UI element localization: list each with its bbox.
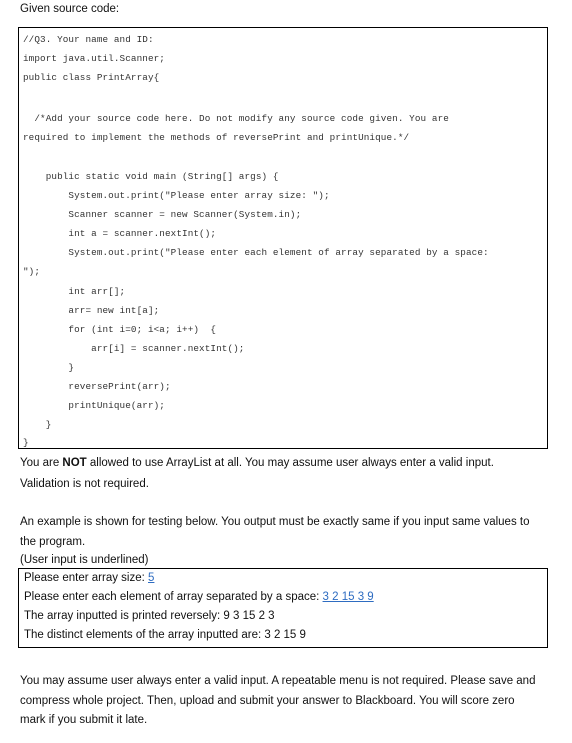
code-line: arr[i] = scanner.nextInt(); xyxy=(23,343,245,354)
code-line: import java.util.Scanner; xyxy=(23,53,165,64)
code-line: //Q3. Your name and ID: xyxy=(23,34,154,45)
notice-part2: allowed to use ArrayList at all. You may assume user always enter a valid input. xyxy=(86,457,494,469)
code-line: public static void main (String[] args) { xyxy=(23,171,279,182)
example-intro-line: the program. xyxy=(20,536,86,548)
elements-input: 3 2 15 3 9 xyxy=(322,591,374,603)
footer-line: You may assume user always enter a valid input. A repeatable menu is not required. Please save and xyxy=(20,675,536,687)
footer-line: mark if you submit it late. xyxy=(20,714,148,726)
source-code-box xyxy=(18,27,548,449)
code-line: reversePrint(arr); xyxy=(23,381,171,392)
user-input-note: (User input is underlined) xyxy=(20,554,149,566)
code-line: } xyxy=(23,362,75,373)
footer-line: compress whole project. Then, upload and submit your answer to Blackboard. You will score zero xyxy=(20,695,515,707)
example-output-box xyxy=(18,568,548,648)
code-line: int a = scanner.nextInt(); xyxy=(23,228,217,239)
example-size-line xyxy=(24,572,154,584)
validation-note: Validation is not required. xyxy=(20,478,149,490)
code-line: "); xyxy=(23,266,41,277)
size-prompt: Please enter array size: xyxy=(24,572,149,584)
code-line: printUnique(arr); xyxy=(23,400,165,411)
code-line: arr= new int[a]; xyxy=(23,305,160,316)
notice-part1: You are xyxy=(20,457,63,469)
code-line: int arr[]; xyxy=(23,286,126,297)
reverse-output-line: The array inputted is printed reversely: 9 3 15 2 3 xyxy=(24,610,275,622)
code-line: for (int i=0; i<a; i++) { xyxy=(23,324,217,335)
example-intro-line: An example is shown for testing below. You output must be exactly same if you input same values to xyxy=(20,516,530,528)
arraylist-notice xyxy=(20,457,494,469)
code-line: required to implement the methods of reversePrint and printUnique.*/ xyxy=(23,132,410,143)
code-line: System.out.print("Please enter array size: "); xyxy=(23,190,330,201)
size-input: 5 xyxy=(148,572,155,584)
code-line: } xyxy=(23,437,29,448)
code-line: System.out.print("Please enter each element of array separated by a space: xyxy=(23,247,489,258)
code-line: } xyxy=(23,419,52,430)
code-line: /*Add your source code here. Do not modify any source code given. You are xyxy=(23,113,449,124)
elements-prompt: Please enter each element of array separated by a space: xyxy=(24,591,323,603)
distinct-output-line: The distinct elements of the array inputted are: 3 2 15 9 xyxy=(24,629,306,641)
code-line: Scanner scanner = new Scanner(System.in); xyxy=(23,209,302,220)
code-line: public class PrintArray{ xyxy=(23,72,160,83)
notice-emphasis: NOT xyxy=(62,457,87,469)
section-heading: Given source code: xyxy=(20,3,120,15)
example-elements-line xyxy=(24,591,374,603)
